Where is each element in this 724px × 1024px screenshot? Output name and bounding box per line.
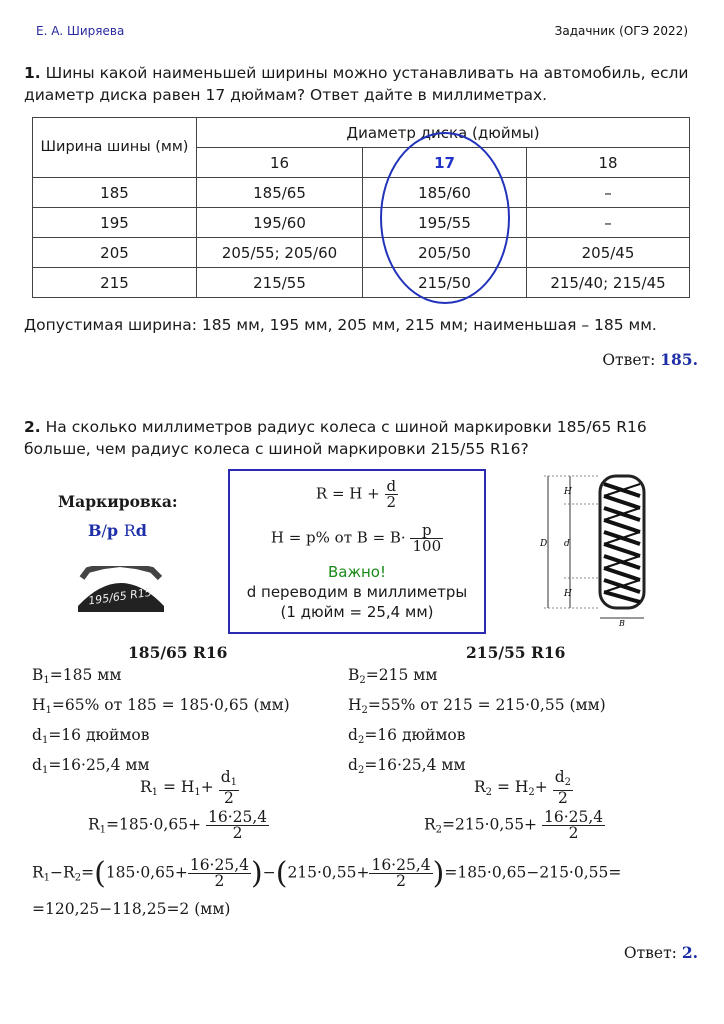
table-header-d17: 17 bbox=[363, 148, 527, 178]
diagram-label-h-bottom: H bbox=[564, 589, 572, 599]
right-r-formula: $R_2 = H_2+$ $\frac{d_2}{2}$ bbox=[474, 768, 572, 807]
table-cell: 195/55 bbox=[363, 208, 527, 238]
formula-r-den: 2 bbox=[386, 493, 397, 511]
header-book-title: Задачник (ОГЭ 2022) bbox=[554, 24, 688, 38]
table-cell: – bbox=[527, 208, 690, 238]
right-r1: = H bbox=[496, 778, 529, 796]
tire-sidewall-image bbox=[76, 566, 166, 612]
diff-frac-num-b: 16·25,4 bbox=[371, 856, 431, 874]
diagram-label-B: B bbox=[619, 619, 625, 628]
header-author: Е. А. Ширяева bbox=[36, 24, 125, 38]
diff-frac-num-a: 16·25,4 bbox=[189, 856, 249, 874]
table-cell: 205/50 bbox=[363, 238, 527, 268]
problem2-answer bbox=[624, 943, 698, 962]
right-r2-den: 2 bbox=[568, 824, 579, 842]
problem1-question bbox=[24, 62, 704, 106]
table-cell: 185/60 bbox=[363, 178, 527, 208]
marking-d: d bbox=[135, 521, 147, 540]
right-r1-den: 2 bbox=[557, 789, 568, 807]
table-cell: – bbox=[527, 178, 690, 208]
left-title: 185/65 R16 bbox=[128, 643, 228, 662]
problem2-number: 2. bbox=[24, 418, 41, 436]
difference-line1: $R_1-R_2=(185\cdot 0,65+$ $\frac{16\cdot 25,4}{2}$ )−(215·0,55+ $\frac{16\cdot 25,4}{2}$ )=185·0,65−215·0,55= bbox=[32, 856, 622, 891]
answer-value: 185. bbox=[660, 350, 698, 369]
difference-line2: =120,25−118,25=2 (мм) bbox=[32, 900, 231, 918]
left-h: =65% от 185 = 185·0,65 (мм) bbox=[51, 696, 290, 714]
table-row bbox=[33, 268, 690, 298]
table-cell: 215 bbox=[33, 268, 197, 298]
table-header-diameter: Диаметр диска (дюймы) bbox=[197, 118, 690, 148]
table-cell: 215/50 bbox=[363, 268, 527, 298]
table-cell: 215/55 bbox=[197, 268, 363, 298]
formula-r-num: d bbox=[386, 477, 397, 495]
right-h: =55% от 215 = 215·0,55 (мм) bbox=[367, 696, 606, 714]
problem1-allowed: Допустимая ширина: 185 мм, 195 мм, 205 мм, 215 мм; наименьшая – 185 мм. bbox=[24, 316, 657, 334]
marking-p: p bbox=[106, 521, 119, 540]
tire-photo-text: 195/65 R15 bbox=[87, 585, 153, 608]
diff-frac-den-b: 2 bbox=[396, 872, 406, 890]
formula-h bbox=[230, 523, 484, 554]
table-cell: 205/45 bbox=[527, 238, 690, 268]
tire-table bbox=[32, 117, 690, 298]
left-r1: = H bbox=[162, 778, 195, 796]
right-d1: =16 дюймов bbox=[364, 726, 466, 744]
marking-r: R bbox=[123, 521, 136, 540]
formula-r bbox=[230, 479, 484, 510]
right-r1-plus: + bbox=[534, 778, 548, 796]
left-r1-den: 2 bbox=[223, 789, 234, 807]
formula-h-num: p bbox=[410, 523, 443, 539]
right-solution: $B_2=215$ мм $H_2=55\%$ от 215 = 215·0,55 (мм) $d_2=16$ дюймов $d_2=16\cdot 25,4$ мм bbox=[348, 666, 606, 776]
problem2-text: На сколько миллиметров радиус колеса с шиной маркировки 185/65 R16 больше, чем радиус колеса с шиной маркировки 215/55 R16? bbox=[24, 418, 647, 458]
right-d2: =16·25,4 мм bbox=[364, 756, 466, 774]
diagram-label-h-top: H bbox=[564, 487, 572, 497]
diff-end: =185·0,65−215·0,55= bbox=[444, 863, 622, 882]
right-r-value: $R_2=215\cdot 0,55+$ $\frac{16\cdot 25,4}{2}$ bbox=[424, 808, 604, 842]
diff-part-a: 185·0,65+ bbox=[105, 863, 188, 882]
right-r2: =215·0,55+ bbox=[442, 815, 538, 834]
formula-box bbox=[228, 469, 486, 634]
left-r-value: $R_1=185\cdot 0,65+$ $\frac{16\cdot 25,4}{2}$ bbox=[88, 808, 268, 842]
table-header-d16: 16 bbox=[197, 148, 363, 178]
left-solution: $B_1=185$ мм $H_1=65\%$ от 185 = 185·0,65 (мм) $d_1=16$ дюймов $d_1=16\cdot 25,4$ мм bbox=[32, 666, 290, 776]
left-r2-num: 16·25,4 bbox=[207, 808, 268, 826]
table-cell: 185/65 bbox=[197, 178, 363, 208]
left-r2: =185·0,65+ bbox=[106, 815, 202, 834]
diff-part-b: 215·0,55+ bbox=[287, 863, 370, 882]
problem1-text: Шины какой наименьшей ширины можно устанавливать на автомобиль, если диаметр диска равен 17 дюймам? Ответ дайте в миллиметрах. bbox=[24, 64, 689, 104]
left-d1: =16 дюймов bbox=[48, 726, 150, 744]
table-cell: 205/55; 205/60 bbox=[197, 238, 363, 268]
table-row bbox=[33, 208, 690, 238]
marking-label: Маркировка: bbox=[58, 492, 178, 511]
table-header-width: Ширина шины (мм) bbox=[33, 118, 197, 178]
right-r2-num: 16·25,4 bbox=[543, 808, 604, 826]
diagram-label-d: d bbox=[564, 539, 570, 549]
diff-frac-den-a: 2 bbox=[214, 872, 225, 890]
important-note: Важно! bbox=[328, 563, 386, 581]
left-r-formula: $R_1 = H_1+$ $\frac{d_1}{2}$ bbox=[140, 768, 238, 807]
left-r1-plus: + bbox=[200, 778, 214, 796]
table-cell: 195 bbox=[33, 208, 197, 238]
right-title: 215/55 R16 bbox=[466, 643, 566, 662]
formula-h-left: H = p% от B = B· bbox=[270, 528, 406, 547]
marking-formula bbox=[88, 521, 147, 540]
table-cell: 185 bbox=[33, 178, 197, 208]
left-d2: =16·25,4 мм bbox=[48, 756, 150, 774]
table-cell: 205 bbox=[33, 238, 197, 268]
right-b: =215 мм bbox=[365, 666, 438, 684]
note-inch: (1 дюйм = 25,4 мм) bbox=[280, 603, 434, 621]
problem2-question bbox=[24, 416, 704, 460]
tire-cross-section-diagram bbox=[540, 470, 670, 628]
table-row bbox=[33, 178, 690, 208]
problem1-answer bbox=[602, 350, 698, 369]
marking-slash: / bbox=[101, 521, 107, 540]
table-cell: 215/40; 215/45 bbox=[527, 268, 690, 298]
answer-label: Ответ: bbox=[623, 944, 677, 962]
answer-label: Ответ: bbox=[602, 351, 656, 369]
table-row bbox=[33, 238, 690, 268]
diagram-label-D: D bbox=[540, 539, 548, 549]
formula-r-left: R = H + bbox=[315, 484, 380, 503]
table-cell: 195/60 bbox=[197, 208, 363, 238]
marking-b: B bbox=[88, 521, 102, 540]
formula-h-den: 100 bbox=[412, 537, 442, 555]
problem1-number: 1. bbox=[24, 64, 41, 82]
highlight-ellipse bbox=[380, 132, 510, 304]
table-header-d18: 18 bbox=[527, 148, 690, 178]
note-convert: d переводим в миллиметры bbox=[246, 583, 468, 601]
answer-value: 2. bbox=[681, 943, 698, 962]
left-b: =185 мм bbox=[49, 666, 122, 684]
left-r2-den: 2 bbox=[232, 824, 243, 842]
